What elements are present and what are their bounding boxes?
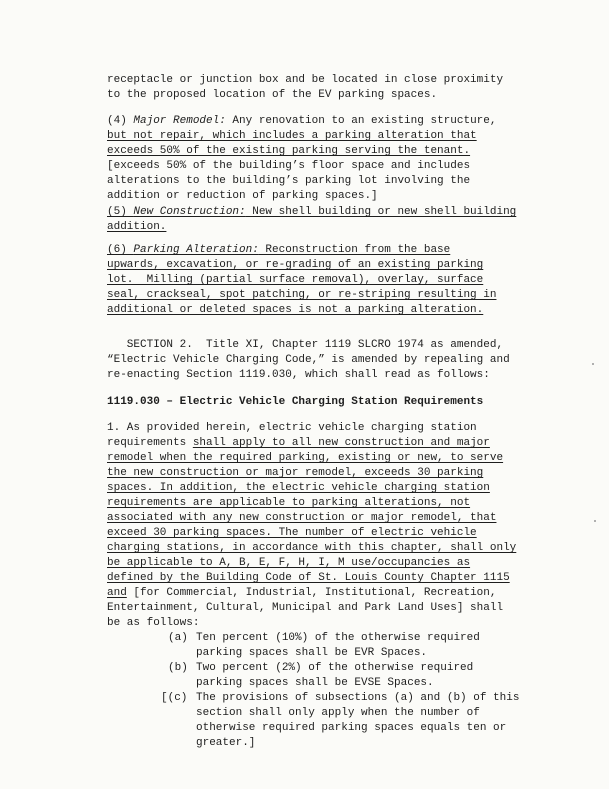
list-text-line: Two percent (2%) of the otherwise required: [196, 662, 474, 674]
text-line: SECTION 2. Title XI, Chapter 1119 SLCRO 1974 as amended,: [107, 339, 504, 351]
definition-text: New shell building or new shell building: [245, 206, 517, 218]
scan-speck: [594, 520, 596, 522]
text-line: receptacle or junction box and be located in close proximity: [107, 74, 504, 86]
inserted-text-line: defined by the Building Code of St. Louis County Chapter 1115: [107, 572, 510, 584]
text-line: be as follows:: [107, 617, 200, 629]
text-segment: requirements: [107, 437, 193, 449]
inserted-text-line: lot. Milling (partial surface removal), overlay, surface: [107, 274, 484, 286]
text-line: [107, 114, 539, 129]
inserted-text-line: [107, 205, 539, 220]
list-marker: (a): [168, 632, 188, 644]
definition-text: Reconstruction from the base: [258, 244, 451, 256]
inserted-text-line: addition.: [107, 221, 167, 233]
inserted-text-line: remodel when the required parking, existing or new, to serve: [107, 452, 504, 464]
requirements-paragraph: [107, 421, 539, 631]
heading-text: 1119.030 – Electric Vehicle Charging Station Requirements: [107, 396, 484, 408]
list-text-line: The provisions of subsections (a) and (b) of this: [196, 692, 520, 704]
inserted-text-line: seal, crackseal, spot patching, or re-striping resulting in: [107, 289, 497, 301]
bracketed-text-line: alterations to the building’s parking lot involving the: [107, 175, 471, 187]
inserted-text-line: additional or deleted spaces is not a parking alteration.: [107, 304, 484, 316]
inserted-text-line: exceed 30 parking spaces. The number of electric vehicle: [107, 527, 477, 539]
definition-parking-alteration: [107, 243, 539, 318]
inserted-text-line: exceeds 50% of the existing parking serving the tenant.: [107, 145, 471, 157]
text-line: re-enacting Section 1119.030, which shall read as follows:: [107, 369, 490, 381]
inserted-text-segment: and: [107, 587, 127, 599]
inserted-text-line: spaces. In addition, the electric vehicle charging station: [107, 482, 490, 494]
text-line: [107, 436, 539, 451]
definition-major-remodel: [107, 114, 539, 204]
definition-term: New Construction:: [133, 206, 246, 218]
inserted-text-line: be applicable to A, B, E, F, H, I, M use/occupancies as: [107, 557, 471, 569]
text-line: [107, 586, 539, 601]
text-line: 1. As provided herein, electric vehicle charging station: [107, 422, 477, 434]
inserted-text-line: upwards, excavation, or re-grading of an existing parking: [107, 259, 484, 271]
scan-speck: [592, 363, 594, 365]
list-marker: (b): [168, 662, 188, 674]
text-line: “Electric Vehicle Charging Code,” is amended by repealing and: [107, 354, 510, 366]
definition-term: Parking Alteration:: [133, 244, 259, 256]
inserted-text-line: requirements are applicable to parking alterations, not: [107, 497, 471, 509]
text-segment: [for Commercial, Industrial, Institutional, Recreation,: [126, 587, 497, 599]
list-text-line: parking spaces shall be EVSE Spaces.: [196, 677, 434, 689]
definition-number: (5): [107, 206, 134, 218]
bracketed-text-line: [exceeds 50% of the building’s floor space and includes: [107, 160, 471, 172]
inserted-text-line: charging stations, in accordance with this chapter, shall only: [107, 542, 517, 554]
inserted-text-line: associated with any new construction or major remodel, that: [107, 512, 497, 524]
list-marker: [(c): [161, 692, 188, 704]
list-text-line: parking spaces shall be EVR Spaces.: [196, 647, 428, 659]
section-heading: [107, 395, 539, 410]
inserted-text-segment: shall apply to all new construction and major: [192, 437, 490, 449]
inserted-text-line: but not repair, which includes a parking alteration that: [107, 130, 477, 142]
inserted-text-line: [107, 243, 539, 258]
list-text-line: greater.]: [196, 737, 256, 749]
section-2-paragraph: [107, 338, 539, 383]
text-line: Entertainment, Cultural, Municipal and Park Land Uses] shall: [107, 602, 504, 614]
list-text-line: otherwise required parking spaces equals ten or: [196, 722, 507, 734]
definition-term: Major Remodel:: [133, 115, 226, 127]
list-text-line: section shall only apply when the number of: [196, 707, 480, 719]
definition-number: (4): [107, 115, 134, 127]
definition-new-construction: [107, 205, 539, 235]
list-text-line: Ten percent (10%) of the otherwise required: [196, 632, 480, 644]
bracketed-text-line: addition or reduction of parking spaces.]: [107, 190, 378, 202]
inserted-text-line: the new construction or major remodel, exceeds 30 parking: [107, 467, 484, 479]
definition-number: (6): [107, 244, 134, 256]
text-line: to the proposed location of the EV parking spaces.: [107, 89, 438, 101]
definition-text: Any renovation to an existing structure,: [225, 115, 497, 127]
paragraph-continuation: [107, 73, 539, 103]
